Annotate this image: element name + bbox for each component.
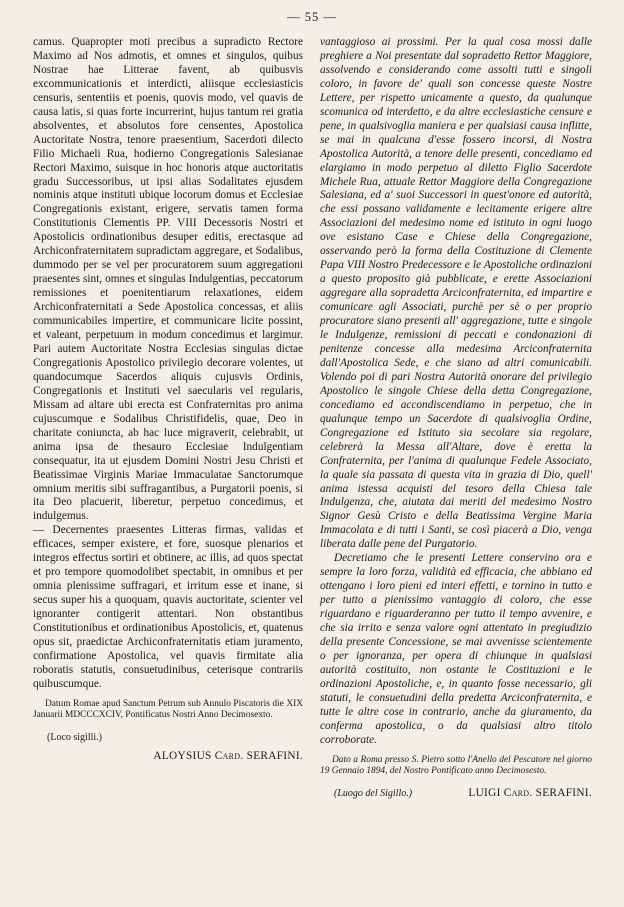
italian-closing xyxy=(320,787,592,800)
latin-paragraph-1: camus. Quapropter moti precibus a supradicto Rectore Maximo ad Nos admotis, et omnes et singulos, quibus Nostrae hae Litterae favent, ab quibusvis excommunicationis et interdicti, aliisque ecclesiasticis censuris, sententiis et poenis, quovis modo, vel quavis de causa latis, si quas forte incurrerint, hujus tantum rei gratia absolventes, et absolutos fore censentes, Apostolica Auctoritate Nostra, tenore praesentium, Sacerdoti dilecto Filio Michaeli Rua, hodierno Congregationis Salesianae Rectori Maximo, suisque in hoc honoris atque auctoritatis gradu Successoribus, ut ipsi alias Sodalitates ejusdem nominis atque instituti ubique locorum domus et Ecclesiae Congregationis existant, erigere, servatis tamen forma Constitutionis Clementis PP. VIII Decessoris Nostri et Apostolicis ordinationibus desuper editis, erectasque ad Archiconfraternitatem supradictam aggregare, et Sodalibus, dummodo per se vel per procuratorem suum aggregationi praesentes sint, omnes et singulas Indulgentias, peccatorum remissiones et poenitentiarum relaxationes, eidem Archiconfraternitati a Sede Apostolica concessas, et aliis communicabiles impertire, et communicare licite possint, et valeant, perpetuum in modum concedimus et largimur. Pari autem Auctoritate Nostra Ecclesias singulas dictae Congregationis Apostolico privilegio decorare volentes, ut quandocumque Sacerdos aliquis cujusvis Ordinis, Congregationis et Instituti vel saecularis vel regularis, Missam ad altare ubi erecta est Confraternitas pro anima cujuscumque e Sodalibus Christifidelis, quae, Deo in charitate coniuncta, ab hac luce migraverit, celebrabit, ut anima ipsa de thesauro Ecclesiae Indulgentiam consequatur, ita ut ejusdem Domini Nostri Jesu Christi et Beatissimae Virginis Mariae Immaculatae Sanctorumque omnium meritis sibi suffragantibus, a Purgatorii poenis, si ita Deo placuerit, liberetur, perpetuo concedimus, et indulgemus. xyxy=(33,36,303,523)
italian-paragraph-2: Decretiamo che le presenti Lettere conservino ora e sempre la loro forza, validità ed efficacia, che abbiano ed ottengano i loro pieni ed interi effetti, e tornino in tutto e per tutto a pienissimo vantaggio di coloro, che esse riguardano e riguarderanno per tutto il tempo avvenire, e che sia irrito e senza valore ogni attentato in pregiudizio della presente Concessione, se mai avvenisse scientemente o per ignoranza, per opera di chiunque in qualsiasi autorità costituito, non ostante le Costituzioni e le ordinazioni Apostoliche, e, in quanto fosse necessario, gli statuti, le consuetudini della predetta Arciconfraternita, e tutte le altre cose in contrario, anche da giuramento, da conferma apostolica, o da qualsiasi altro titolo corroborate. xyxy=(320,552,592,746)
italian-dating: Dato a Roma presso S. Pietro sotto l'Anello del Pescatore nel giorno 19 Gennaio 1894, del Nostro Pontificato anno Decimosesto. xyxy=(320,754,592,776)
italian-column xyxy=(320,36,592,800)
italian-seal-note: (Luogo del Sigillo.) xyxy=(334,788,413,800)
latin-closing xyxy=(33,731,303,763)
latin-dating: Datum Romae apud Sanctum Petrum sub Annulo Piscatoris die XIX Januarii MDCCCXCIV, Pontificatus Nostri Anno Decimosexto. xyxy=(33,698,303,720)
latin-signature: ALOYSIUS Card. SERAFINI. xyxy=(153,750,303,763)
italian-paragraph-1: vantaggioso ai prossimi. Per la qual cosa mossi dalle preghiere a Noi presentate dal sopradetto Rettor Maggiore, assolvendo e considerando come assolti tutti e singoli coloro, in favore de' quali son concesse queste Nostre Lettere, per rispetto unicamente a questo, da qualunque scomunica od interdetto, e da altre ecclesiastiche censure e pene, in qualsivoglia maniera e per qualsiasi causa inflitte, se mai in qualcuna d'esse fossero incorsi, di Nostra Apostolica Autorità, a tenore delle presenti, concediamo ed elargiamo in modo perpetuo al diletto Figlio Sacerdote Michele Rua, attuale Rettor Maggiore della Congregazione Salesiana, ed a' suoi Successori in quest'onore ed autorità, che essi possano validamente e lecitamente erigere altre Associazioni del medesimo nome ed istituto in ogni luogo ove esistano Case e Chiese della Congregazione, osservando però la forma della Costituzione di Clemente Papa VIII Nostro Predecessore e le Apostoliche ordinazioni a questo proposito già pubblicate, e erette Associazioni aggregare alla sopradetta Arciconfraternita, ed impartire e comunicare agli Associati, purchè per sè o per proprio procuratore siano presenti all' aggregazione, tutte e singole le Indulgenze, remissioni di peccati e condonazioni di penitenze concesse alla medesima Arciconfraternita dall'Apostolica Sede, e che siano ad altri comunicabili. Volendo poi di pari Nostra Autorità onorare del privilegio Apostolico le singole Chiese della detta Congregazione, concediamo ed accondiscendiamo in perpetuo, che in qualunque tempo un Sacerdote di qualsivoglia Ordine, Congregazione ed Istituto sia secolare sia regolare, celebrerà la Messa all'Altare, dove è eretta la Confraternita, per l'anima di qualunque Fedele Associato, la quale sia passata di questa vita in grazia di Dio, quell' anima istessa acquisti del tesoro della Chiesa tale Indulgenza, che, aiutata dai meriti del medesimo Nostro Signor Gesù Cristo e della Beatissima Vergine Maria Immacolata e di tutti i Santi, se così piacerà a Dio, venga liberata dalle pene del Purgatorio. xyxy=(320,36,592,551)
latin-paragraph-2: — Decernentes praesentes Litteras firmas, validas et efficaces, semper existere, et fore, suosque plenarios et integros effectus sortiri et obtinere, ac illis, ad quos spectat et pro tempore quomodolibet spectabit, in omnibus et per omnia plenissime suffragari, et irritum esse et inane, si secus super his a quoquam, quavis auctoritate, scienter vel ignoranter contigerit attentari. Non obstantibus Constitutionibus et ordinationibus Apostolicis, et, quatenus opus sit, praedictae Archiconfraternitatis etiam juramento, confirmatione Apostolica, vel quavis firmitate alia roboratis statutis, consuetudinibus, ceterisque contrariis quibuscumque. xyxy=(33,524,303,690)
latin-column xyxy=(33,36,303,763)
page-number: — 55 — xyxy=(287,10,337,24)
latin-seal-note: (Loco sigilli.) xyxy=(47,732,102,744)
italian-signature: LUIGI Card. SERAFINI. xyxy=(468,787,592,800)
